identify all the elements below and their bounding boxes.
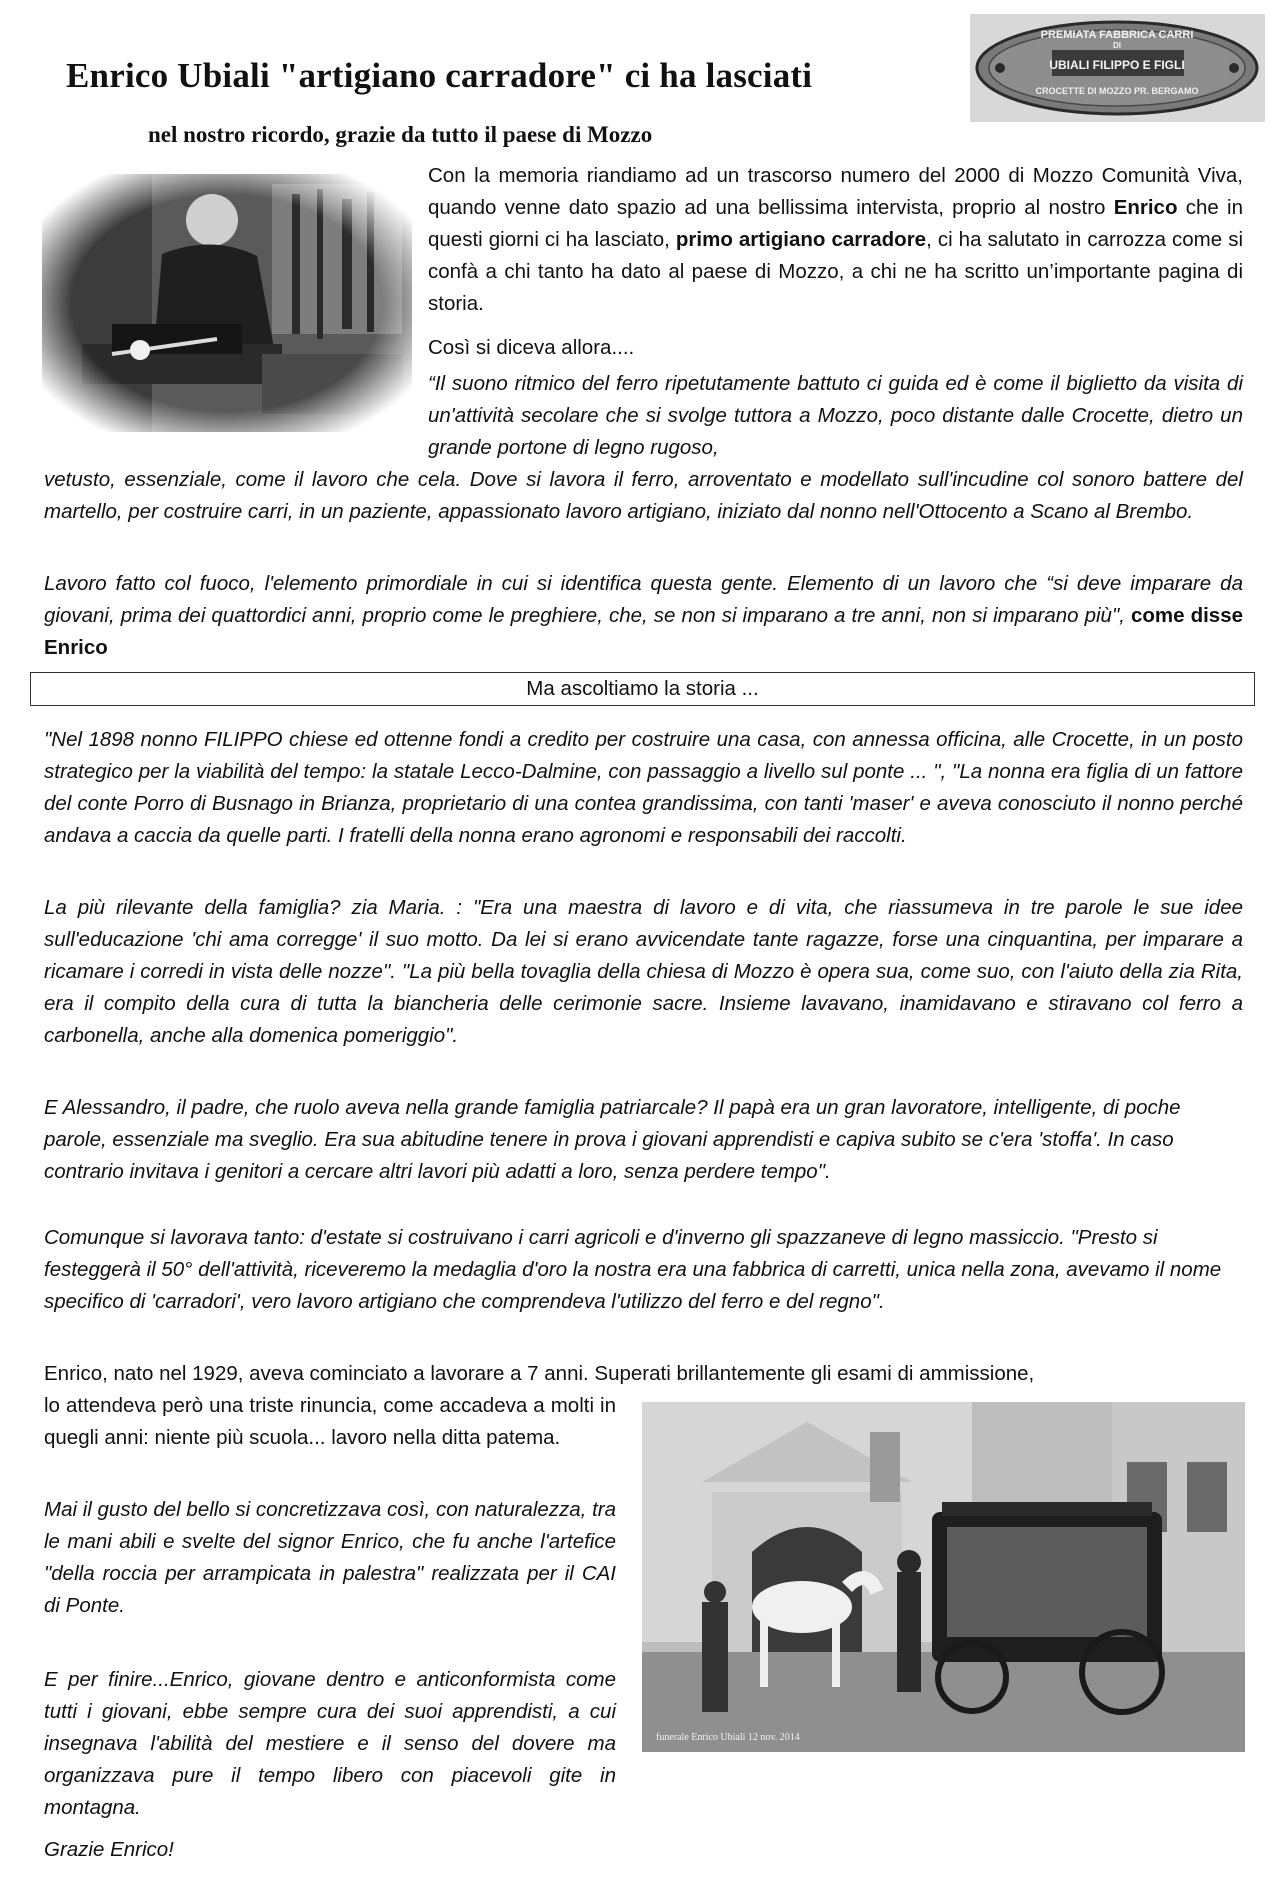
funeral-carriage-photo — [642, 1402, 1245, 1752]
story-paragraph-3: E Alessandro, il padre, che ruolo aveva nella grande famiglia patriarcale? Il papà era un gran lavoratore, intelligente, di poche parole, essenziale ma sveglio. Era sua abitudine tenere in prova i giovani apprendisti e capiva subito se c'era 'stoffa'. In caso contrario invitava i genitori a cercare altri lavori più adatti a loro, senza perdere tempo". — [44, 1096, 1181, 1183]
photo-caption: funerale Enrico Ubiali 12 nov. 2014 — [656, 1732, 800, 1743]
intro-paragraph-2: Così si diceva allora.... — [428, 336, 635, 359]
story-paragraph-5-wrapped: lo attendeva però una triste rinuncia, come accadeva a molti in quegli anni: niente più scuola... lavoro nella ditta patema. — [44, 1394, 616, 1449]
company-plate-image — [970, 14, 1265, 122]
plate-line-2: DI — [1113, 41, 1121, 50]
plate-line-4: CROCETTE DI MOZZO PR. BERGAMO — [1035, 86, 1199, 96]
intro-quote-full: vetusto, essenziale, come il lavoro che cela. Dove si lavora il ferro, arroventato e modellato sull'incudine col sonoro battere del martello, per costruire carri, in un paziente, appassionato lavoro artigiano, iniziato dal nonno nell'Ottocento a Scano al Brembo. — [44, 468, 1243, 523]
page-subtitle: nel nostro ricordo, grazie da tutto il paese di Mozzo — [148, 122, 653, 147]
story-paragraph-1: "Nel 1898 nonno FILIPPO chiese ed ottenne fondi a credito per costruire una casa, con annessa officina, alle Crocette, in un posto strategico per la viabilità del tempo: la statale Lecco-Dalmine, con passaggio a livello sul ponte ... ", "La nonna era figlia di un fattore del conte Porro di Busnago in Brianza, proprietario di una contea grandissima, con tanti 'maser' e aveva conosciuto il nonno perché andava a caccia da quelle parti. I fratelli della nonna erano agronomi e responsabili dei raccolti. — [44, 728, 1243, 847]
story-paragraph-6: Mai il gusto del bello si concretizzava così, con naturalezza, tra le mani abili e svelte del signor Enrico, che fu anche l'artefice "della roccia per arrampicata in palestra" realizzata per il CAI di Ponte. — [44, 1498, 616, 1617]
page-title: Enrico Ubiali "artigiano carradore" ci ha lasciati — [66, 56, 813, 95]
story-heading-box: Ma ascoltiamo la storia ... — [30, 672, 1255, 706]
plate-line-1: PREMIATA FABBRICA CARRI — [1040, 29, 1194, 41]
plate-line-3: UBIALI FILIPPO E FIGLI — [1049, 58, 1185, 72]
intro-paragraph-1: Con la memoria riandiamo ad un trascorso numero del 2000 di Mozzo Comunità Viva, quando venne dato spazio ad una bellissima intervista, proprio al nostro Enrico che in questi giorni ci ha lasciato, primo artigiano carradore, ci ha salutato in carrozza come si confà a chi tanto ha dato al paese di Mozzo, a chi ne ha scritto un’importante pagina di storia. — [428, 164, 1243, 315]
story-paragraph-4: Comunque si lavorava tanto: d'estate si costruivano i carri agricoli e d'inverno gli spazzaneve di legno massiccio. "Presto si festeggerà il 50° dell'attività, riceveremo la medaglia d'oro la nostra era una fabbrica di carretti, unica nella zona, avevamo il nome specifico di 'carradori', vero lavoro artigiano che comprendeva l'utilizzo del ferro e del regno". — [44, 1226, 1222, 1313]
story-paragraph-2: La più rilevante della famiglia? zia Maria. : "Era una maestra di lavoro e di vita, che riassumeva in tre parole le sue idee sull'educazione 'chi ama corregge' il suo motto. Da lei si erano avvicendate tante ragazze, forse una cinquantina, per imparare a ricamare i corredi in vista delle nozze". "La più bella tovaglia della chiesa di Mozzo è opera sua, come suo, con l'aiuto della zia Rita, era il compito della cura di tutta la biancheria delle cerimonie sacre. Insieme lavavano, inamidavano e stiravano col ferro a carbonella, anche alla domenica pomeriggio". — [44, 896, 1243, 1047]
intro-paragraph-4: Lavoro fatto col fuoco, l'elemento primordiale in cui si identifica questa gente. Elemento di un lavoro che “si deve imparare da giovani, prima dei quattordici anni, proprio come le preghiere, che, se non si imparano a tre anni, non si imparano più", come disse Enrico — [44, 572, 1244, 659]
blacksmith-photo — [42, 174, 412, 432]
story-paragraph-7: E per finire...Enrico, giovane dentro e anticonformista come tutti i giovani, ebbe sempre cura dei suoi apprendisti, a cui insegnava l'abilità del mestiere e il senso del dovere ma organizzava pure il tempo libero con piacevoli gite in montagna. — [44, 1668, 616, 1819]
closing-line: Grazie Enrico! — [44, 1838, 174, 1861]
story-paragraph-5-full: Enrico, nato nel 1929, aveva cominciato a lavorare a 7 anni. Superati brillantemente gli esami di ammissione, — [44, 1362, 1035, 1385]
intro-quote-wrapped: “Il suono ritmico del ferro ripetutamente battuto ci guida ed è come il biglietto da visita di un'attività secolare che si svolge tuttora a Mozzo, poco distante dalle Crocette, dietro un grande portone di legno rugoso, — [428, 372, 1243, 459]
